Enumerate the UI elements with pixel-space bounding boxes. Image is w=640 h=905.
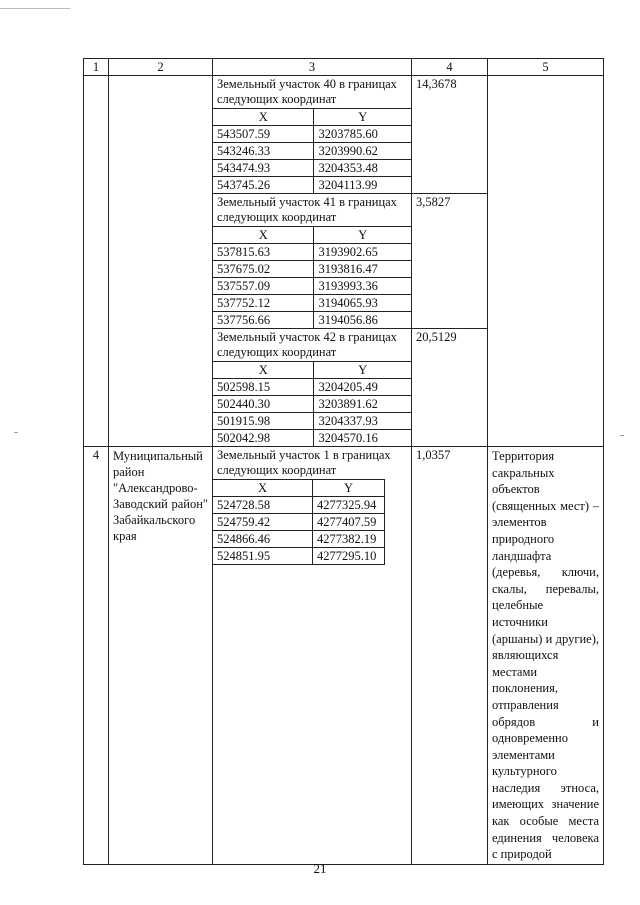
coord-y: 3204353.48 <box>314 160 411 177</box>
plot-cell <box>213 194 412 329</box>
page-number: 21 <box>313 861 327 876</box>
coordinates-table <box>213 226 411 328</box>
coord-y: 4277407.59 <box>312 514 384 531</box>
coord-header-y: Y <box>314 227 411 244</box>
table-row <box>84 76 604 194</box>
district-cell <box>109 76 213 447</box>
coord-header-x: X <box>213 227 314 244</box>
coord-x: 543246.33 <box>213 143 314 160</box>
coord-row <box>213 143 411 160</box>
table-header-row <box>84 59 604 76</box>
coord-x: 537557.09 <box>213 278 314 295</box>
coordinates-table <box>213 108 411 193</box>
coord-row <box>213 312 411 329</box>
coord-x: 537675.02 <box>213 261 314 278</box>
coord-y: 3204337.93 <box>314 413 411 430</box>
plot-cell <box>213 447 412 865</box>
coord-row <box>213 261 411 278</box>
row-number-cell <box>84 76 109 447</box>
coord-row <box>213 244 411 261</box>
plot-cell <box>213 76 412 194</box>
coord-row <box>213 531 385 548</box>
coord-x: 524851.95 <box>213 548 312 565</box>
coord-row <box>213 396 411 413</box>
plot-title: Земельный участок 1 в границах следующих координат <box>217 448 391 477</box>
district-cell: Муниципальный район "Александрово-Заводский район" Забайкальского края <box>109 447 213 865</box>
coord-header-y: Y <box>312 480 384 497</box>
coordinates-table <box>213 361 411 446</box>
coord-y: 3203891.62 <box>314 396 411 413</box>
coord-row <box>213 295 411 312</box>
description-cell: Территория сакральных объектов (священных мест) – элементов природного ландшафта (деревья, ключи, скалы, перевалы, целебные источники (аршаны) и другие), являющихся местами поклонения, отправления обрядов и одновременно элементами культурного наследия этноса, имеющих значение как особые места единения человека с природой <box>488 447 604 865</box>
coord-x: 524866.46 <box>213 531 312 548</box>
coord-x: 501915.98 <box>213 413 314 430</box>
coord-row <box>213 548 385 565</box>
coord-row <box>213 160 411 177</box>
header-col-5: 5 <box>488 59 604 76</box>
coord-x: 543507.59 <box>213 126 314 143</box>
coord-row <box>213 413 411 430</box>
table-row <box>84 447 604 865</box>
scan-edge-line <box>0 8 70 9</box>
area-cell: 1,0357 <box>412 447 488 865</box>
coord-x: 543474.93 <box>213 160 314 177</box>
coord-y: 3204113.99 <box>314 177 411 194</box>
coord-y: 4277382.19 <box>312 531 384 548</box>
plot-cell <box>213 329 412 447</box>
coord-y: 4277295.10 <box>312 548 384 565</box>
coord-x: 537752.12 <box>213 295 314 312</box>
plot-title: Земельный участок 41 в границах следующих координат <box>217 195 397 224</box>
description-cell <box>488 76 604 447</box>
header-col-1: 1 <box>84 59 109 76</box>
coord-row <box>213 514 385 531</box>
header-col-3: 3 <box>213 59 412 76</box>
coord-y: 3203785.60 <box>314 126 411 143</box>
coord-row <box>213 430 411 447</box>
coord-x: 543745.26 <box>213 177 314 194</box>
area-cell: 14,3678 <box>412 76 488 194</box>
coord-y: 3193816.47 <box>314 261 411 278</box>
coord-header-x: X <box>213 480 312 497</box>
coord-y: 3194056.86 <box>314 312 411 329</box>
plot-title: Земельный участок 40 в границах следующих координат <box>217 77 397 106</box>
coord-x: 524759.42 <box>213 514 312 531</box>
coordinates-table <box>213 479 385 565</box>
scan-mark <box>14 432 18 433</box>
coord-header-y: Y <box>314 362 411 379</box>
coord-row <box>213 379 411 396</box>
coord-x: 502598.15 <box>213 379 314 396</box>
coord-row <box>213 177 411 194</box>
area-cell: 3,5827 <box>412 194 488 329</box>
coord-header-x: X <box>213 362 314 379</box>
header-col-2: 2 <box>109 59 213 76</box>
coord-x: 502440.30 <box>213 396 314 413</box>
coord-y: 3193902.65 <box>314 244 411 261</box>
coord-x: 502042.98 <box>213 430 314 447</box>
coord-row <box>213 278 411 295</box>
coord-y: 3194065.93 <box>314 295 411 312</box>
coord-y: 3193993.36 <box>314 278 411 295</box>
coord-header-y: Y <box>314 109 411 126</box>
coord-x: 524728.58 <box>213 497 312 514</box>
coord-header-x: X <box>213 109 314 126</box>
coord-y: 3204570.16 <box>314 430 411 447</box>
plot-title: Земельный участок 42 в границах следующих координат <box>217 330 397 359</box>
scan-mark <box>620 435 624 436</box>
coord-row <box>213 497 385 514</box>
area-cell: 20,5129 <box>412 329 488 447</box>
coord-y: 4277325.94 <box>312 497 384 514</box>
land-plots-table <box>83 58 604 865</box>
coord-x: 537815.63 <box>213 244 314 261</box>
coord-x: 537756.66 <box>213 312 314 329</box>
header-col-4: 4 <box>412 59 488 76</box>
coord-row <box>213 126 411 143</box>
coord-y: 3203990.62 <box>314 143 411 160</box>
row-number-cell: 4 <box>84 447 109 865</box>
coord-y: 3204205.49 <box>314 379 411 396</box>
